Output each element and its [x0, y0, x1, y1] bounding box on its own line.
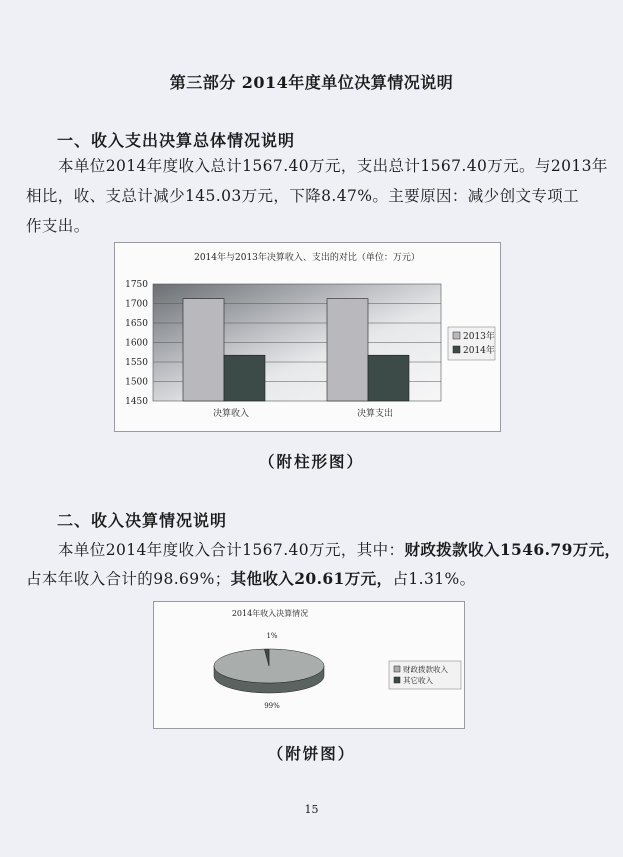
section1-para-line2: 相比，收、支总计减少145.03万元，下降8.47%。主要原因：减少创文专项工 [26, 187, 580, 205]
section2-para-line2 [26, 564, 476, 594]
section1-para-line1: 本单位2014年度收入总计1567.40万元，支出总计1567.40万元。与2013年 [58, 157, 608, 175]
pie-legend-label: 财政拨款收入 [403, 665, 448, 674]
bar-legend-label: 2014年 [463, 346, 495, 356]
section2-para-bold1: 财政拨款收入1546.79万元， [404, 540, 621, 559]
bar-y-tick-label: 1500 [125, 377, 148, 388]
pie-slices [214, 632, 324, 710]
bar-x-tick-label: 决算支出 [356, 409, 394, 419]
section-title: 第三部分 2014年度单位决算情况说明 [169, 73, 454, 92]
bar-x-tick-label: 决算收入 [212, 409, 250, 419]
bar-chart-title: 2014年与2013年决算收入、支出的对比（单位：万元） [194, 253, 420, 263]
pie-chart [153, 601, 465, 729]
pie-chart-svg [154, 602, 464, 728]
bar-y-tick-label: 1750 [125, 280, 148, 290]
section1-para-line3: 作支出。 [26, 217, 90, 235]
bar-y-tick-label: 1550 [125, 358, 148, 368]
bar-y-tick-label: 1650 [125, 319, 148, 329]
bar-2013-0 [183, 299, 224, 401]
bar-2014-1 [368, 355, 409, 401]
pie-label-other: 1% [266, 632, 278, 640]
pie-legend-swatch [394, 677, 400, 683]
bar-chart-caption: （附柱形图） [258, 452, 364, 471]
pie-chart-title: 2014年收入决算情况 [231, 609, 309, 618]
section2-para-line1 [58, 535, 620, 565]
section2-para-bold2: 其他收入20.61万元， [230, 569, 393, 588]
page-number: 15 [304, 803, 319, 816]
bar-legend-swatch [453, 346, 460, 353]
bar-legend-swatch [453, 332, 460, 339]
pie-chart-caption: （附饼图） [267, 744, 356, 763]
bar-y-tick-label: 1700 [125, 299, 148, 310]
bar-y-tick-label: 1450 [125, 397, 148, 407]
pie-legend-label: 其它收入 [403, 676, 433, 685]
section2-para-text2a: 占本年收入合计的98.69%； [26, 570, 231, 588]
section2-para-text1: 本单位2014年度收入合计1567.40万元，其中： [58, 541, 405, 559]
bar-chart-svg [115, 243, 500, 431]
pie-label-fiscal: 99% [264, 702, 280, 710]
bar-2013-1 [327, 299, 368, 401]
section2-para-text2b: 占1.31%。 [392, 570, 476, 588]
bar-chart [114, 242, 501, 432]
bar-y-tick-label: 1600 [125, 338, 148, 349]
bar-x-ticks [213, 407, 393, 419]
bar-legend-label: 2013年 [463, 332, 495, 342]
section2-heading: 二、收入决算情况说明 [57, 511, 228, 530]
pie-legend-swatch [394, 666, 400, 672]
bar-2014-0 [224, 355, 265, 401]
section1-heading: 一、收入支出决算总体情况说明 [57, 131, 296, 150]
bar-y-ticks [125, 280, 148, 407]
